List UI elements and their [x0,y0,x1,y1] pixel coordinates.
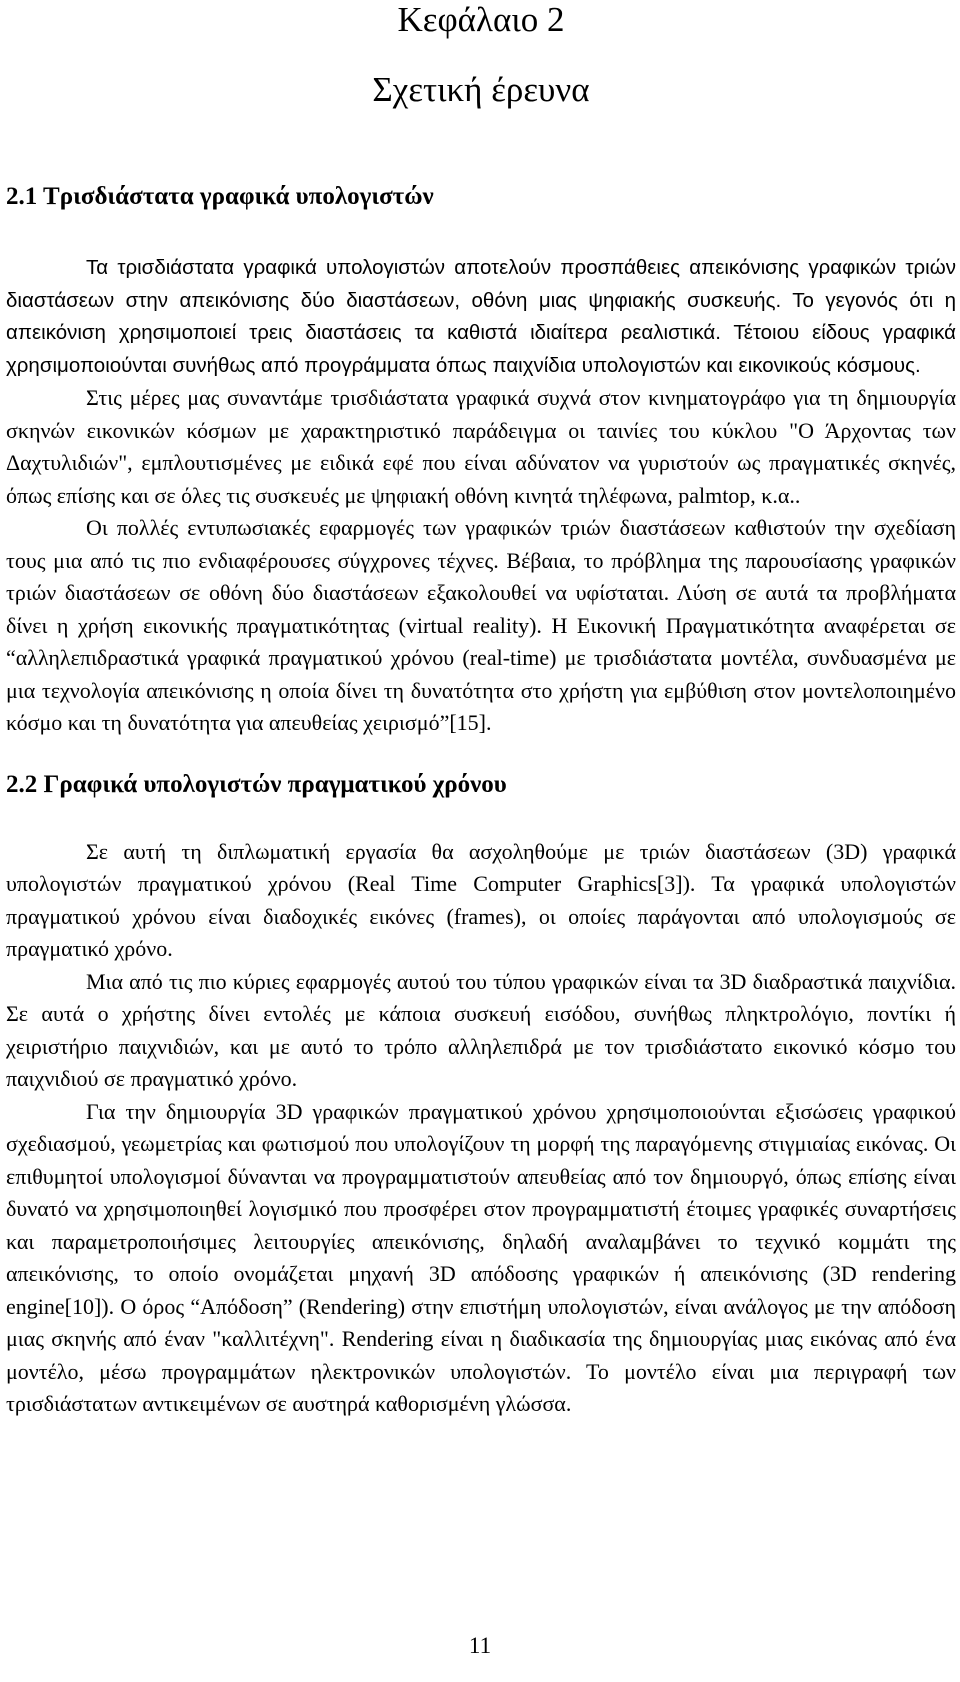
paragraph: Για την δημιουργία 3D γραφικών πραγματικού χρόνου χρησιμοποιούνται εξισώσεις γραφικού σχεδιασμού, γεωμετρίας και φωτισμού που υπολογίζουν τη μορφή της παραγόμενης στιγμιαίας εικόνας. Οι επιθυμητοί υπολογισμοί δύνανται να προγραμματιστούν απευθείας από τον δημιουργό, όπως επίσης είναι δυνατό να χρησιμοποιηθεί λογισμικό που προσφέρει στον προγραμματιστή έτοιμες γραφικές συναρτήσεις και παραμετροποιήσιμες λειτουργίες απεικόνισης, δηλαδή αναλαμβάνει το τεχνικό κομμάτι της απεικόνισης, το οποίο ονομάζεται μηχανή 3D απόδοσης γραφικών ή απεικόνισης (3D rendering engine[10]). Ο όρος “Απόδοση” (Rendering) στην επιστήμη υπολογιστών, είναι ανάλογος με την απόδοση μιας σκηνής από έναν "καλλιτέχνη". Rendering είναι η διαδικασία της δημιουργίας μιας εικόνας από ένα μοντέλο, μέσω προγραμμάτων ηλεκτρονικών υπολογιστών. Το μοντέλο είναι μια περιγραφή των τρισδιάστατων αντικειμένων σε αυστηρά καθορισμένη γλώσσα. [6,1098,956,1416]
paragraph: Στις μέρες μας συναντάμε τρισδιάστατα γραφικά συχνά στον κινηματογράφο για τη δημιουργία σκηνών εικονικών κόσμων με χαρακτηριστικό παράδειγμα οι ταινίες του κύκλου "Ο Άρχοντας των Δαχτυλιδιών", εμπλουτισμένες με ειδικά εφέ που είναι αδύνατον να γυριστούν ως πραγματικές σκηνές, όπως επίσης και σε όλες τις συσκευές με ψηφιακή οθόνη κινητά τηλέφωνα, palmtop, κ.α.. [6,385,956,508]
page-number: 11 [468,1633,492,1658]
chapter-label: Κεφάλαιο 2 [397,0,565,39]
chapter-title: Σχετική έρευνα [372,70,590,109]
paragraph: Σε αυτή τη διπλωματική εργασία θα ασχοληθούμε με τριών διαστάσεων (3D) γραφικά υπολογιστών πραγματικού χρόνου (Real Time Computer Graphics[3]). Τα γραφικά υπολογιστών πραγματικού χρόνου είναι διαδοχικές εικόνες (frames), οι οποίες παράγονται από υπολογισμούς σε πραγματικό χρόνο. [6,838,956,961]
paragraph: Οι πολλές εντυπωσιακές εφαρμογές των γραφικών τριών διαστάσεων καθιστούν την σχεδίαση τους μια από τις πιο ενδιαφέρουσες σύγχρονες τέχνες. Βέβαια, το πρόβλημα της παρουσίασης γραφικών τριών διαστάσεων σε οθόνη δύο διαστάσεων εξακολουθεί να υφίσταται. Λύση σε αυτά τα προβλήματα δίνει η χρήση εικονικής πραγματικότητας (virtual reality). Η Εικονική Πραγματικότητα αναφέρεται σε “αλληλεπιδραστικά γραφικά πραγματικού χρόνου (real-time) με τρισδιάστατα μοντέλα, συνδυασμένα με μια τεχνολογία απεικόνισης η οποία δίνει τη δυνατότητα στο χρήστη για εμβύθιση στον μοντελοποιημένο κόσμο και τη δυνατότητα για απευθείας χειρισμό”[15]. [6,515,956,735]
paragraph: Τα τρισδιάστατα γραφικά υπολογιστών αποτελούν προσπάθειες απεικόνισης γραφικών τριών διαστάσεων στην απεικόνισης δύο διαστάσεων, οθόνη μιας ψηφιακής συσκευής. Το γεγονός ότι η απεικόνιση χρησιμοποιεί τρεις διαστάσεις τα καθιστά ιδιαίτερα ρεαλιστικά. Τέτοιου είδους γραφικά χρησιμοποιούνται συνήθως από προγράμματα όπως παιχνίδια υπολογιστών και εικονικούς κόσμους. [6,256,956,377]
section-body-2-1 [6,252,956,740]
paragraph: Μια από τις πιο κύριες εφαρμογές αυτού του τύπου γραφικών είναι τα 3D διαδραστικά παιχνίδια. Σε αυτά ο χρήστης δίνει εντολές με κάποια συσκευή εισόδου, συνήθως πληκτρολόγιο, ποντίκι ή χειριστήριο παιχνιδιών, και με αυτό το τρόπο αλληλεπιδρά με τον τρισδιάστατο εικονικό κόσμο του παιχνιδιού σε πραγματικό χρόνο. [6,968,956,1091]
section-body-2-2 [6,836,956,1421]
section-heading-2-1: 2.1 Τρισδιάστατα γραφικά υπολογιστών [6,183,434,210]
section-heading-2-2: 2.2 Γραφικά υπολογιστών πραγματικού χρόνου [6,770,507,798]
document-page [6,0,956,1421]
